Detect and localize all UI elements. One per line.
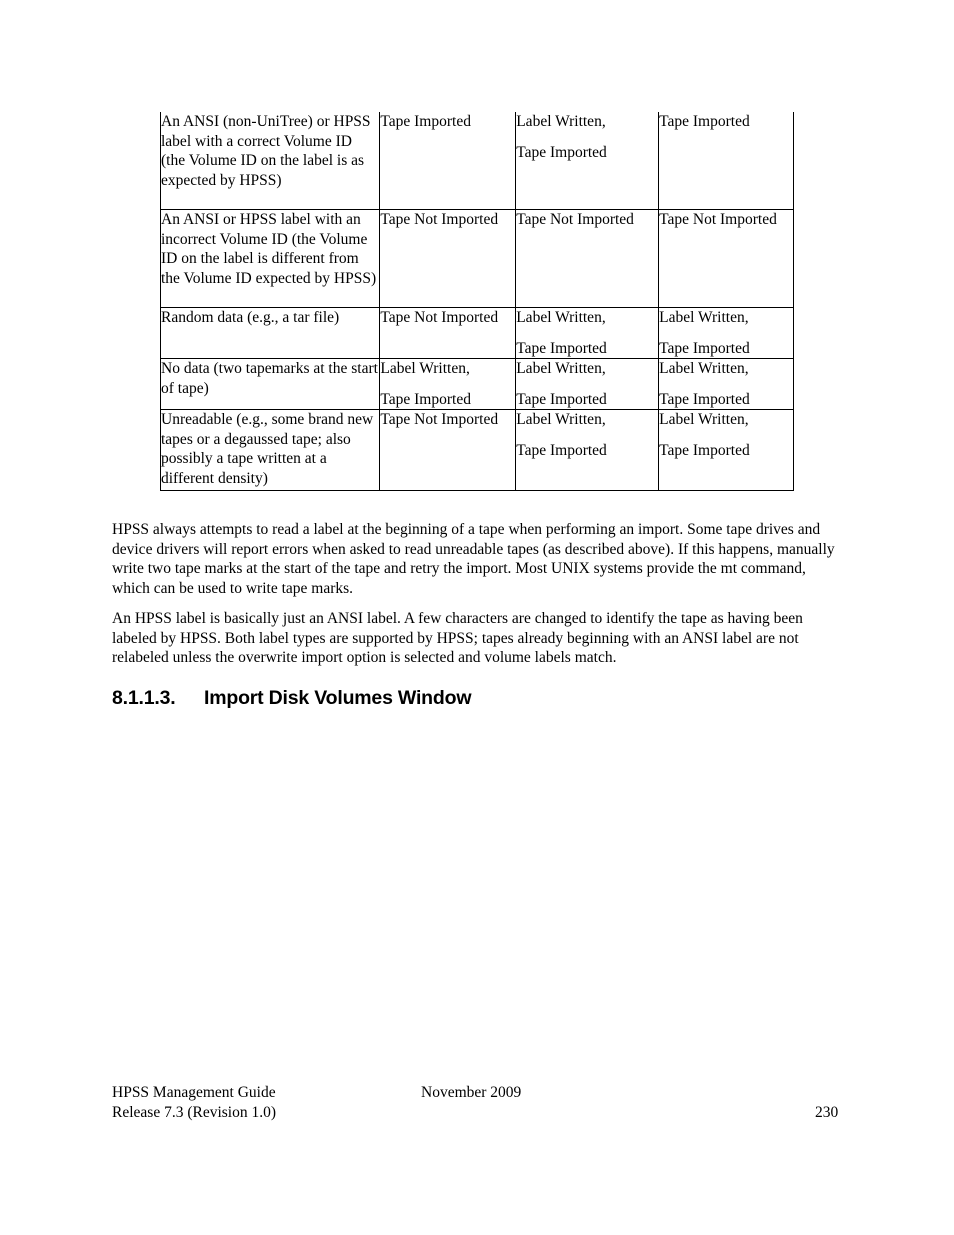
condition-cell: Random data (e.g., a tar file) <box>161 308 380 359</box>
result-cell: Label Written, Tape Imported <box>659 308 794 359</box>
result-cell: Tape Not Imported <box>380 308 516 359</box>
result-cell: Tape Not Imported <box>659 210 794 308</box>
result-cell: Label Written, Tape Imported <box>659 359 794 410</box>
footer-guide-title: HPSS Management Guide <box>112 1084 276 1101</box>
result-cell: Tape Not Imported <box>380 410 516 491</box>
result-cell: Label Written, Tape Imported <box>380 359 516 410</box>
result-cell: Tape Imported <box>659 112 794 210</box>
condition-cell: An ANSI (non-UniTree) or HPSS label with a correct Volume ID (the Volume ID on the label is as expected by HPSS) <box>161 112 380 210</box>
condition-cell: Unreadable (e.g., some brand new tapes or a degaussed tape; also possibly a tape written at a different density) <box>161 410 380 491</box>
section-number: 8.1.1.3. <box>112 687 176 709</box>
table-row <box>161 308 794 359</box>
result-cell: Tape Not Imported <box>516 210 659 308</box>
result-cell: Tape Imported <box>380 112 516 210</box>
table-row <box>161 112 794 210</box>
result-cell: Label Written, Tape Imported <box>516 359 659 410</box>
condition-cell: An ANSI or HPSS label with an incorrect Volume ID (the Volume ID on the label is different from the Volume ID expected by HPSS) <box>161 210 380 308</box>
table-row <box>161 410 794 491</box>
page-number: 230 <box>815 1104 839 1121</box>
result-cell: Tape Not Imported <box>380 210 516 308</box>
result-cell: Label Written, Tape Imported <box>659 410 794 491</box>
table-row <box>161 210 794 308</box>
condition-cell: No data (two tapemarks at the start of tape) <box>161 359 380 410</box>
result-cell: Label Written, Tape Imported <box>516 410 659 491</box>
footer-date: November 2009 <box>421 1084 522 1101</box>
import-results-table <box>160 112 794 491</box>
footer-release: Release 7.3 (Revision 1.0) <box>112 1104 277 1121</box>
result-cell: Label Written, Tape Imported <box>516 112 659 210</box>
table-row <box>161 359 794 410</box>
body-paragraph: An HPSS label is basically just an ANSI label. A few characters are changed to identify the tape as having been labeled by HPSS. Both label types are supported by HPSS; tapes already beginning with an ANSI label are not relabeled unless the overwrite import option is selected and volume labels match. <box>112 610 803 666</box>
result-cell: Label Written, Tape Imported <box>516 308 659 359</box>
body-paragraph: HPSS always attempts to read a label at the beginning of a tape when performing an import. Some tape drives and device drivers will report errors when asked to read unreadable tapes (as described above). If this happens, manually write two tape marks at the start of the tape and retry the import. Most UNIX systems provide the mt command, which can be used to write tape marks. <box>112 521 835 597</box>
section-heading <box>112 686 471 710</box>
section-title: Import Disk Volumes Window <box>204 687 472 709</box>
